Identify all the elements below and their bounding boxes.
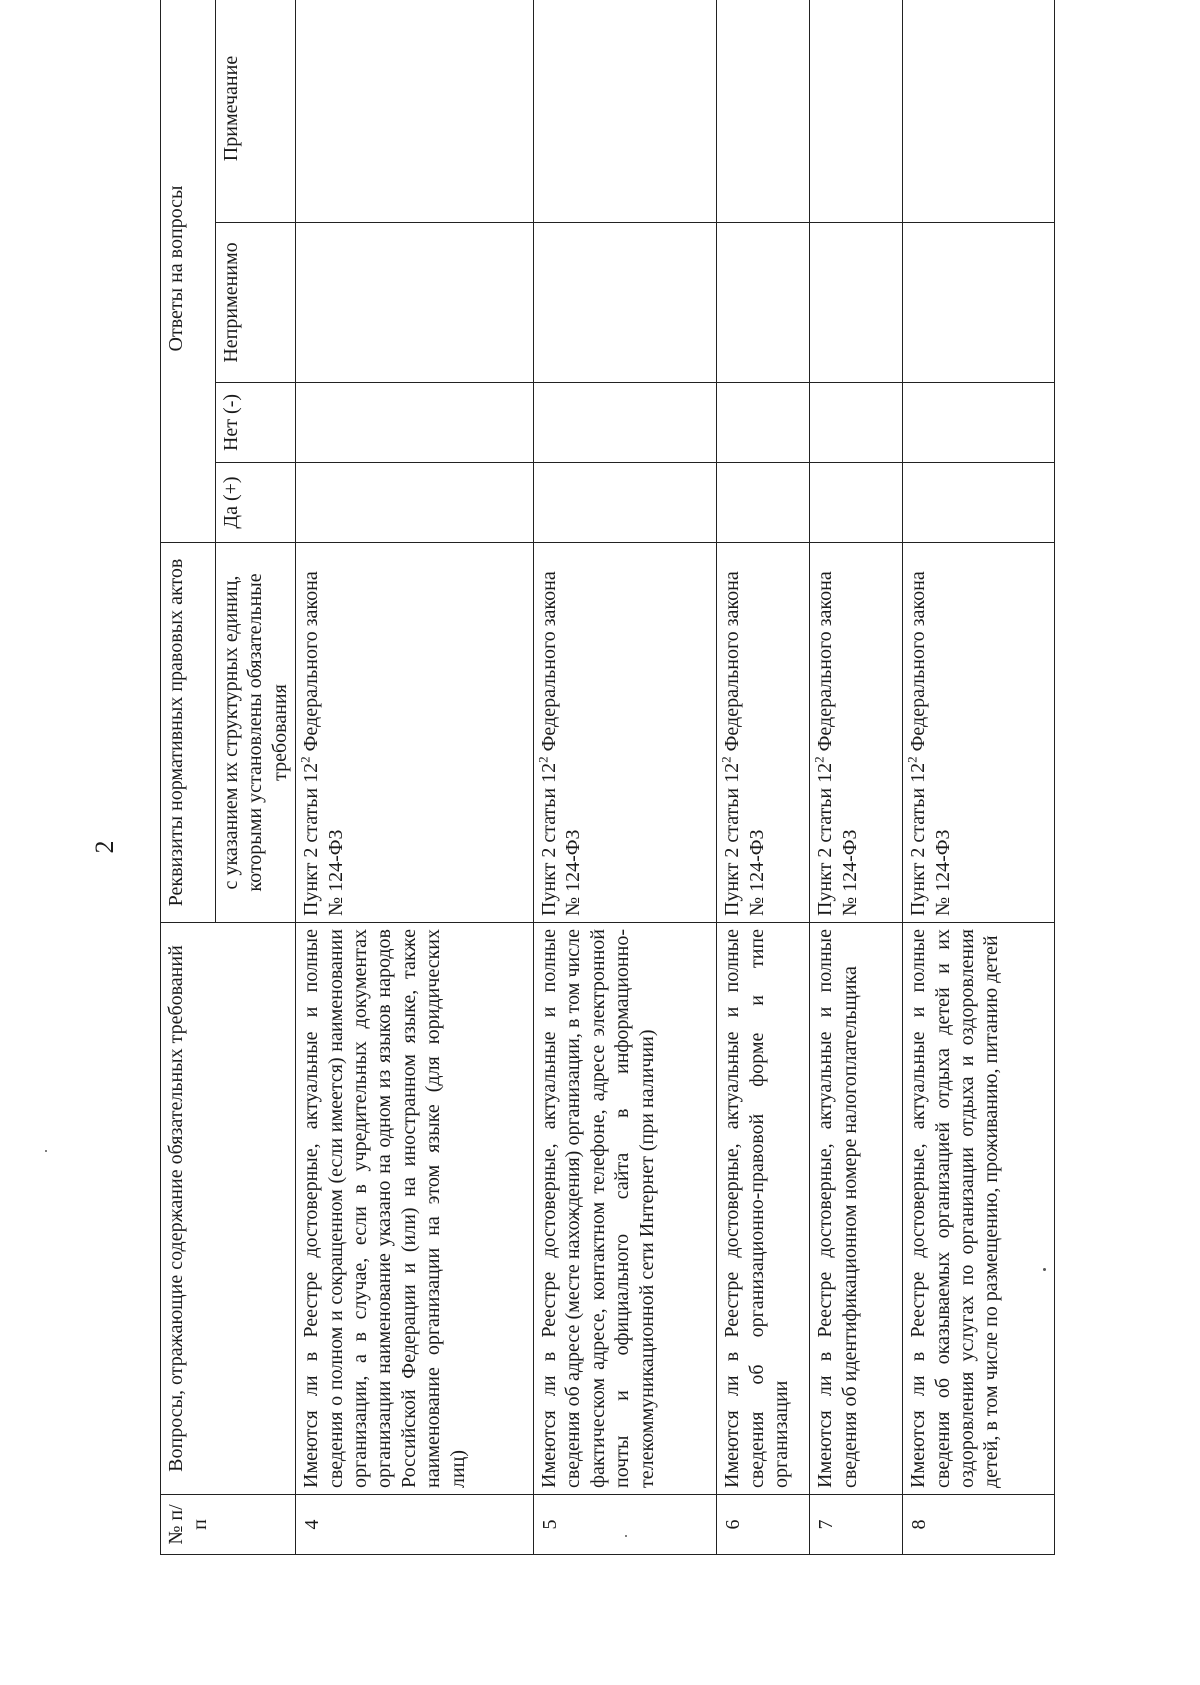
row-question: Имеются ли в Реестре достоверные, актуальные и полные сведения о полном и сокращенном (если имеется) наименовании организации, а в случае, если в учредительных документах организации наименование указано на одном из языков народов Российской Федерации и (или) на иностранном языке, также наименование организации на этом языке (для юридических лиц) (296, 923, 534, 1495)
row-number: 8 (903, 1495, 1055, 1555)
row-reference (810, 543, 903, 923)
header-requisites: Реквизиты нормативных правовых актов (161, 543, 216, 923)
table-row (903, 0, 1055, 1555)
header-question: Вопросы, отражающие содержание обязательных требований (161, 923, 296, 1495)
header-not-applicable: Неприменимо (216, 223, 296, 383)
note-cell (534, 0, 717, 223)
table-row (810, 0, 903, 1555)
row-reference (717, 543, 810, 923)
answer-na-cell (717, 223, 810, 383)
reference-superscript: 2 (811, 756, 827, 763)
scan-speck (625, 1535, 627, 1537)
header-num: № п/п (161, 1495, 296, 1555)
answer-na-cell (903, 223, 1055, 383)
table-row (717, 0, 810, 1555)
row-number: 7 (810, 1495, 903, 1555)
answer-yes-cell (903, 463, 1055, 543)
row-number: 4 (296, 1495, 534, 1555)
table-row (296, 0, 534, 1555)
row-question: Имеются ли в Реестре достоверные, актуальные и полные сведения об организационно-правовой форме и типе организации (717, 923, 810, 1495)
header-answers: Ответы на вопросы (161, 0, 216, 543)
answer-na-cell (296, 223, 534, 383)
answer-no-cell (810, 383, 903, 463)
answer-no-cell (717, 383, 810, 463)
answer-yes-cell (810, 463, 903, 543)
row-reference (296, 543, 534, 923)
row-reference (903, 543, 1055, 923)
reference-text: Пункт 2 статьи 12 (814, 762, 837, 916)
answer-yes-cell (296, 463, 534, 543)
answer-no-cell (296, 383, 534, 463)
note-cell (903, 0, 1055, 223)
header-requisites-sub: с указанием их структурных единиц, которыми установлены обязательные требования (216, 543, 296, 923)
reference-text: Пункт 2 статьи 12 (300, 762, 323, 916)
note-cell (810, 0, 903, 223)
scan-speck (1043, 1268, 1046, 1271)
row-number: 5 (534, 1495, 717, 1555)
reference-text: Пункт 2 статьи 12 (538, 762, 560, 916)
answer-yes-cell (534, 463, 717, 543)
header-yes: Да (+) (216, 463, 296, 543)
reference-text: Пункт 2 статьи 12 (721, 762, 744, 916)
reference-superscript: 2 (535, 756, 551, 763)
reference-law: Федерального закона № 124-ФЗ (814, 571, 861, 916)
note-cell (296, 0, 534, 223)
requirements-table (160, 0, 1055, 1555)
reference-superscript: 2 (904, 756, 920, 763)
reference-text: Пункт 2 статьи 12 (907, 762, 930, 916)
answer-no-cell (903, 383, 1055, 463)
page-number: 2 (90, 840, 119, 854)
reference-law: Федерального закона № 124-ФЗ (538, 571, 585, 916)
table-row (534, 0, 717, 1555)
header-note: Примечание (216, 0, 296, 223)
reference-superscript: 2 (718, 756, 734, 763)
answer-na-cell (534, 223, 717, 383)
row-number: 6 (717, 1495, 810, 1555)
answer-na-cell (810, 223, 903, 383)
row-reference (534, 543, 717, 923)
reference-law: Федерального закона № 124-ФЗ (907, 571, 954, 916)
answer-no-cell (534, 383, 717, 463)
scan-speck (45, 1150, 47, 1152)
reference-law: Федерального закона № 124-ФЗ (300, 571, 347, 916)
reference-superscript: 2 (297, 756, 313, 763)
header-no: Нет (-) (216, 383, 296, 463)
row-question: Имеются ли в Реестре достоверные, актуальные и полные сведения об оказываемых организацией отдыха детей и их оздоровления услугах по организации отдыха и оздоровления детей, в том числе по размещению, проживанию, питанию детей (903, 923, 1055, 1495)
answer-yes-cell (717, 463, 810, 543)
row-question: Имеются ли в Реестре достоверные, актуальные и полные сведения об адресе (месте нахождения) организации, в том числе фактическом адресе, контактном телефоне, адресе электронной почты и официального сайта в информационно-телекоммуникационной сети Интернет (при наличии) (534, 923, 717, 1495)
note-cell (717, 0, 810, 223)
row-question: Имеются ли в Реестре достоверные, актуальные и полные сведения об идентификационном номере налогоплательщика (810, 923, 903, 1495)
reference-law: Федерального закона № 124-ФЗ (721, 571, 768, 916)
